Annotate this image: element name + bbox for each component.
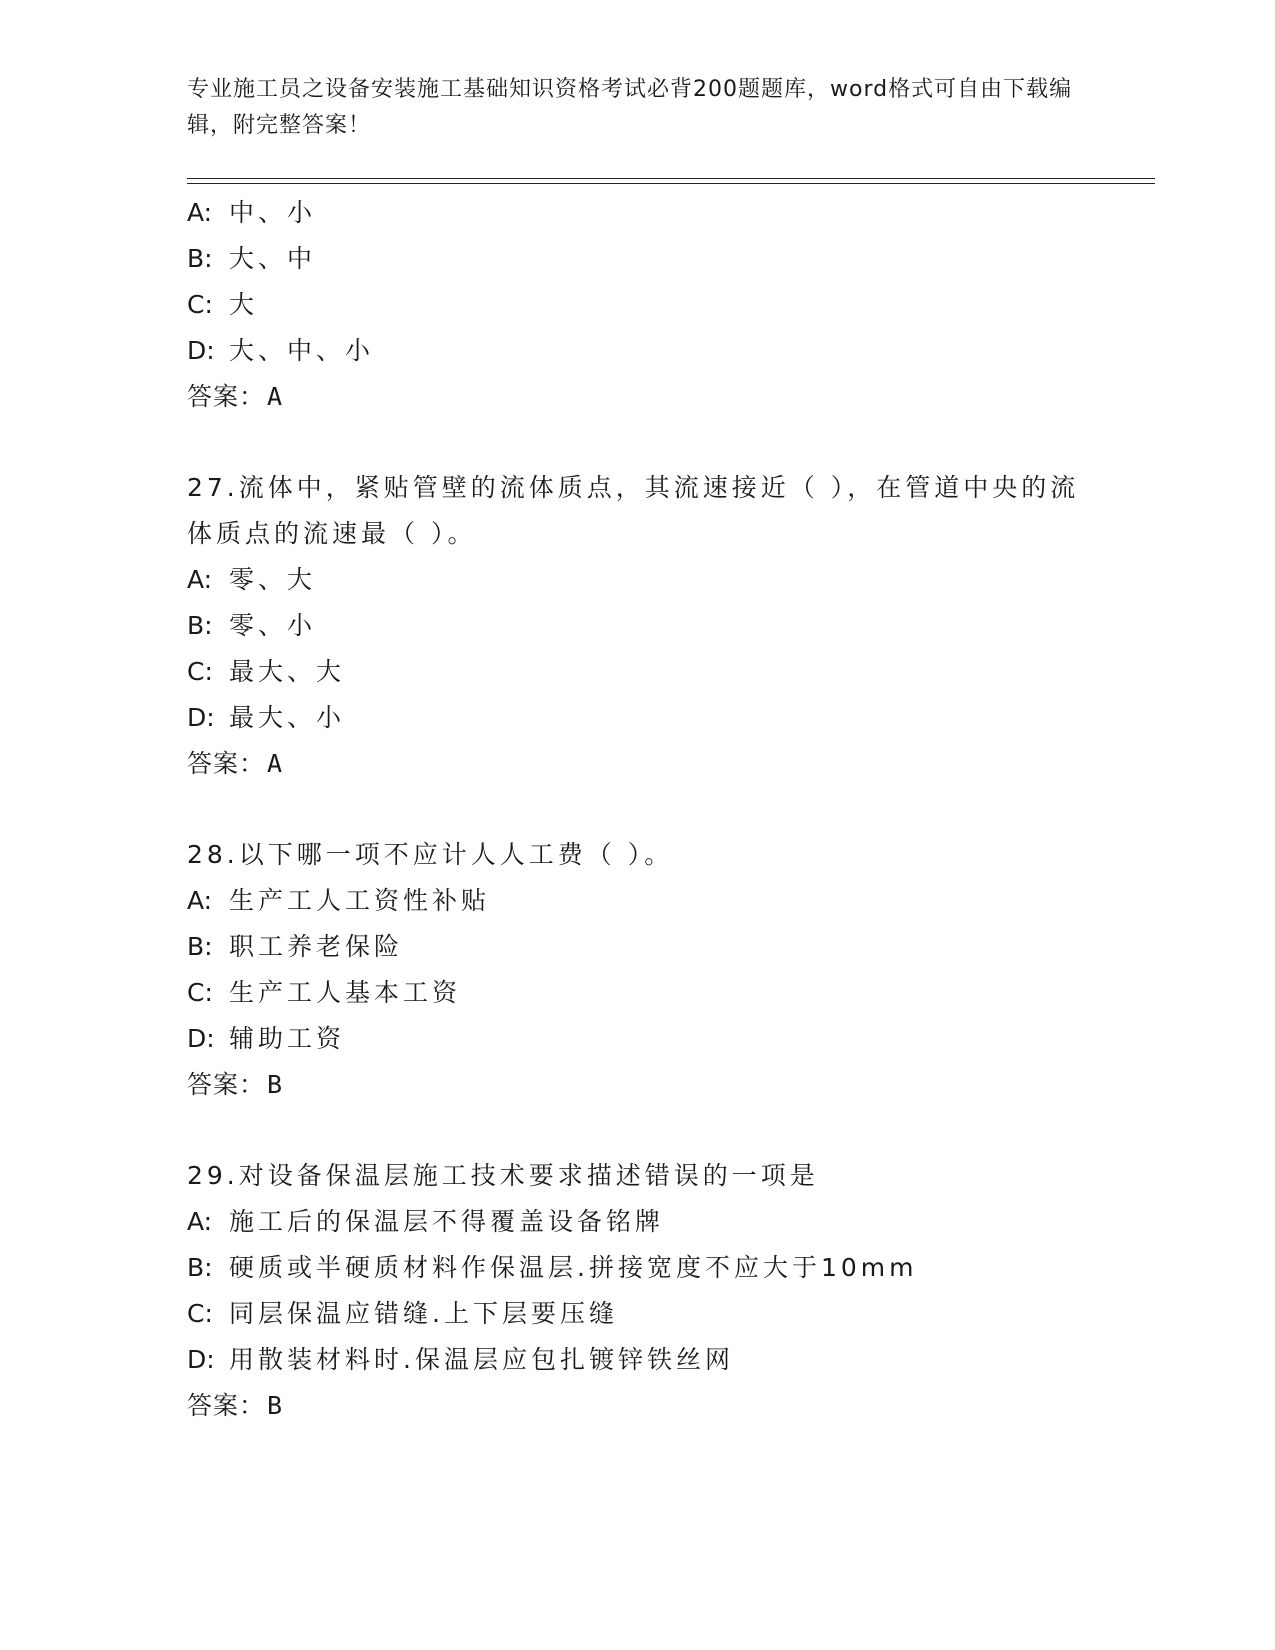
option-text: 最大、大 — [229, 657, 346, 686]
option-a — [187, 557, 1147, 603]
question-stem: 28.以下哪一项不应计人人工费（ ）。 — [187, 840, 674, 869]
answer-line — [187, 741, 1147, 787]
option-text: 最大、小 — [229, 703, 346, 732]
option-letter: C: — [187, 978, 213, 1007]
option-c — [187, 1291, 1147, 1337]
option-letter: C: — [187, 1299, 213, 1328]
option-letter: A: — [187, 886, 213, 915]
option-d — [187, 1016, 1147, 1062]
option-text: 辅助工资 — [229, 1024, 346, 1053]
answer-line — [187, 1062, 1147, 1108]
answer-line — [187, 374, 1147, 420]
continued-question — [187, 190, 1147, 420]
option-b — [187, 603, 1147, 649]
option-text: 零、大 — [229, 565, 317, 594]
option-letter: A: — [187, 198, 213, 227]
option-d — [187, 328, 1147, 374]
option-text: 生产工人工资性补贴 — [229, 886, 491, 915]
option-letter: B: — [187, 932, 213, 961]
option-letter: A: — [187, 565, 213, 594]
question-stem: 27.流体中，紧贴管壁的流体质点，其流速接近（ ），在管道中央的流体质点的流速最（ ）。 — [187, 473, 1080, 548]
option-text: 生产工人基本工资 — [229, 978, 462, 1007]
question-29 — [187, 1153, 1147, 1429]
option-letter: B: — [187, 611, 213, 640]
option-letter: C: — [187, 657, 213, 686]
option-text: 大 — [229, 290, 259, 319]
option-letter: B: — [187, 244, 213, 273]
option-a — [187, 1199, 1147, 1245]
option-text: 零、小 — [229, 611, 317, 640]
option-d — [187, 1337, 1147, 1383]
answer-value: A — [267, 749, 284, 778]
option-b — [187, 236, 1147, 282]
option-letter: A: — [187, 1207, 213, 1236]
option-b — [187, 1245, 1147, 1291]
option-c — [187, 282, 1147, 328]
option-c — [187, 649, 1147, 695]
answer-line — [187, 1383, 1147, 1429]
answer-label: 答案： — [187, 749, 266, 778]
option-letter: D: — [187, 1345, 215, 1374]
question-stem: 29.对设备保温层施工技术要求描述错误的一项是 — [187, 1161, 819, 1190]
option-letter: D: — [187, 1024, 215, 1053]
document-header: 专业施工员之设备安装施工基础知识资格考试必背200题题库，word格式可自由下载编辑，附完整答案！ — [187, 77, 1073, 138]
option-text: 职工养老保险 — [229, 932, 404, 961]
option-letter: D: — [187, 703, 215, 732]
option-letter: C: — [187, 290, 213, 319]
answer-value: A — [267, 382, 284, 411]
answer-label: 答案： — [187, 382, 266, 411]
option-b — [187, 924, 1147, 970]
option-a — [187, 190, 1147, 236]
option-c — [187, 970, 1147, 1016]
header-double-rule — [187, 178, 1155, 184]
option-text: 施工后的保温层不得覆盖设备铭牌 — [229, 1207, 665, 1236]
option-text: 同层保温应错缝.上下层要压缝 — [229, 1299, 618, 1328]
answer-value: B — [267, 1391, 284, 1420]
option-text: 大、中 — [229, 244, 317, 273]
question-27 — [187, 465, 1147, 787]
option-text: 中、小 — [229, 198, 317, 227]
document-body — [187, 190, 1147, 1429]
option-text: 大、中、小 — [229, 336, 375, 365]
option-text: 用散装材料时.保温层应包扎镀锌铁丝网 — [229, 1345, 734, 1374]
option-a — [187, 878, 1147, 924]
answer-label: 答案： — [187, 1070, 266, 1099]
option-text: 硬质或半硬质材料作保温层.拼接宽度不应大于10mm — [229, 1253, 918, 1282]
option-letter: D: — [187, 336, 215, 365]
question-28 — [187, 832, 1147, 1108]
option-letter: B: — [187, 1253, 213, 1282]
answer-label: 答案： — [187, 1391, 266, 1420]
answer-value: B — [267, 1070, 284, 1099]
option-d — [187, 695, 1147, 741]
